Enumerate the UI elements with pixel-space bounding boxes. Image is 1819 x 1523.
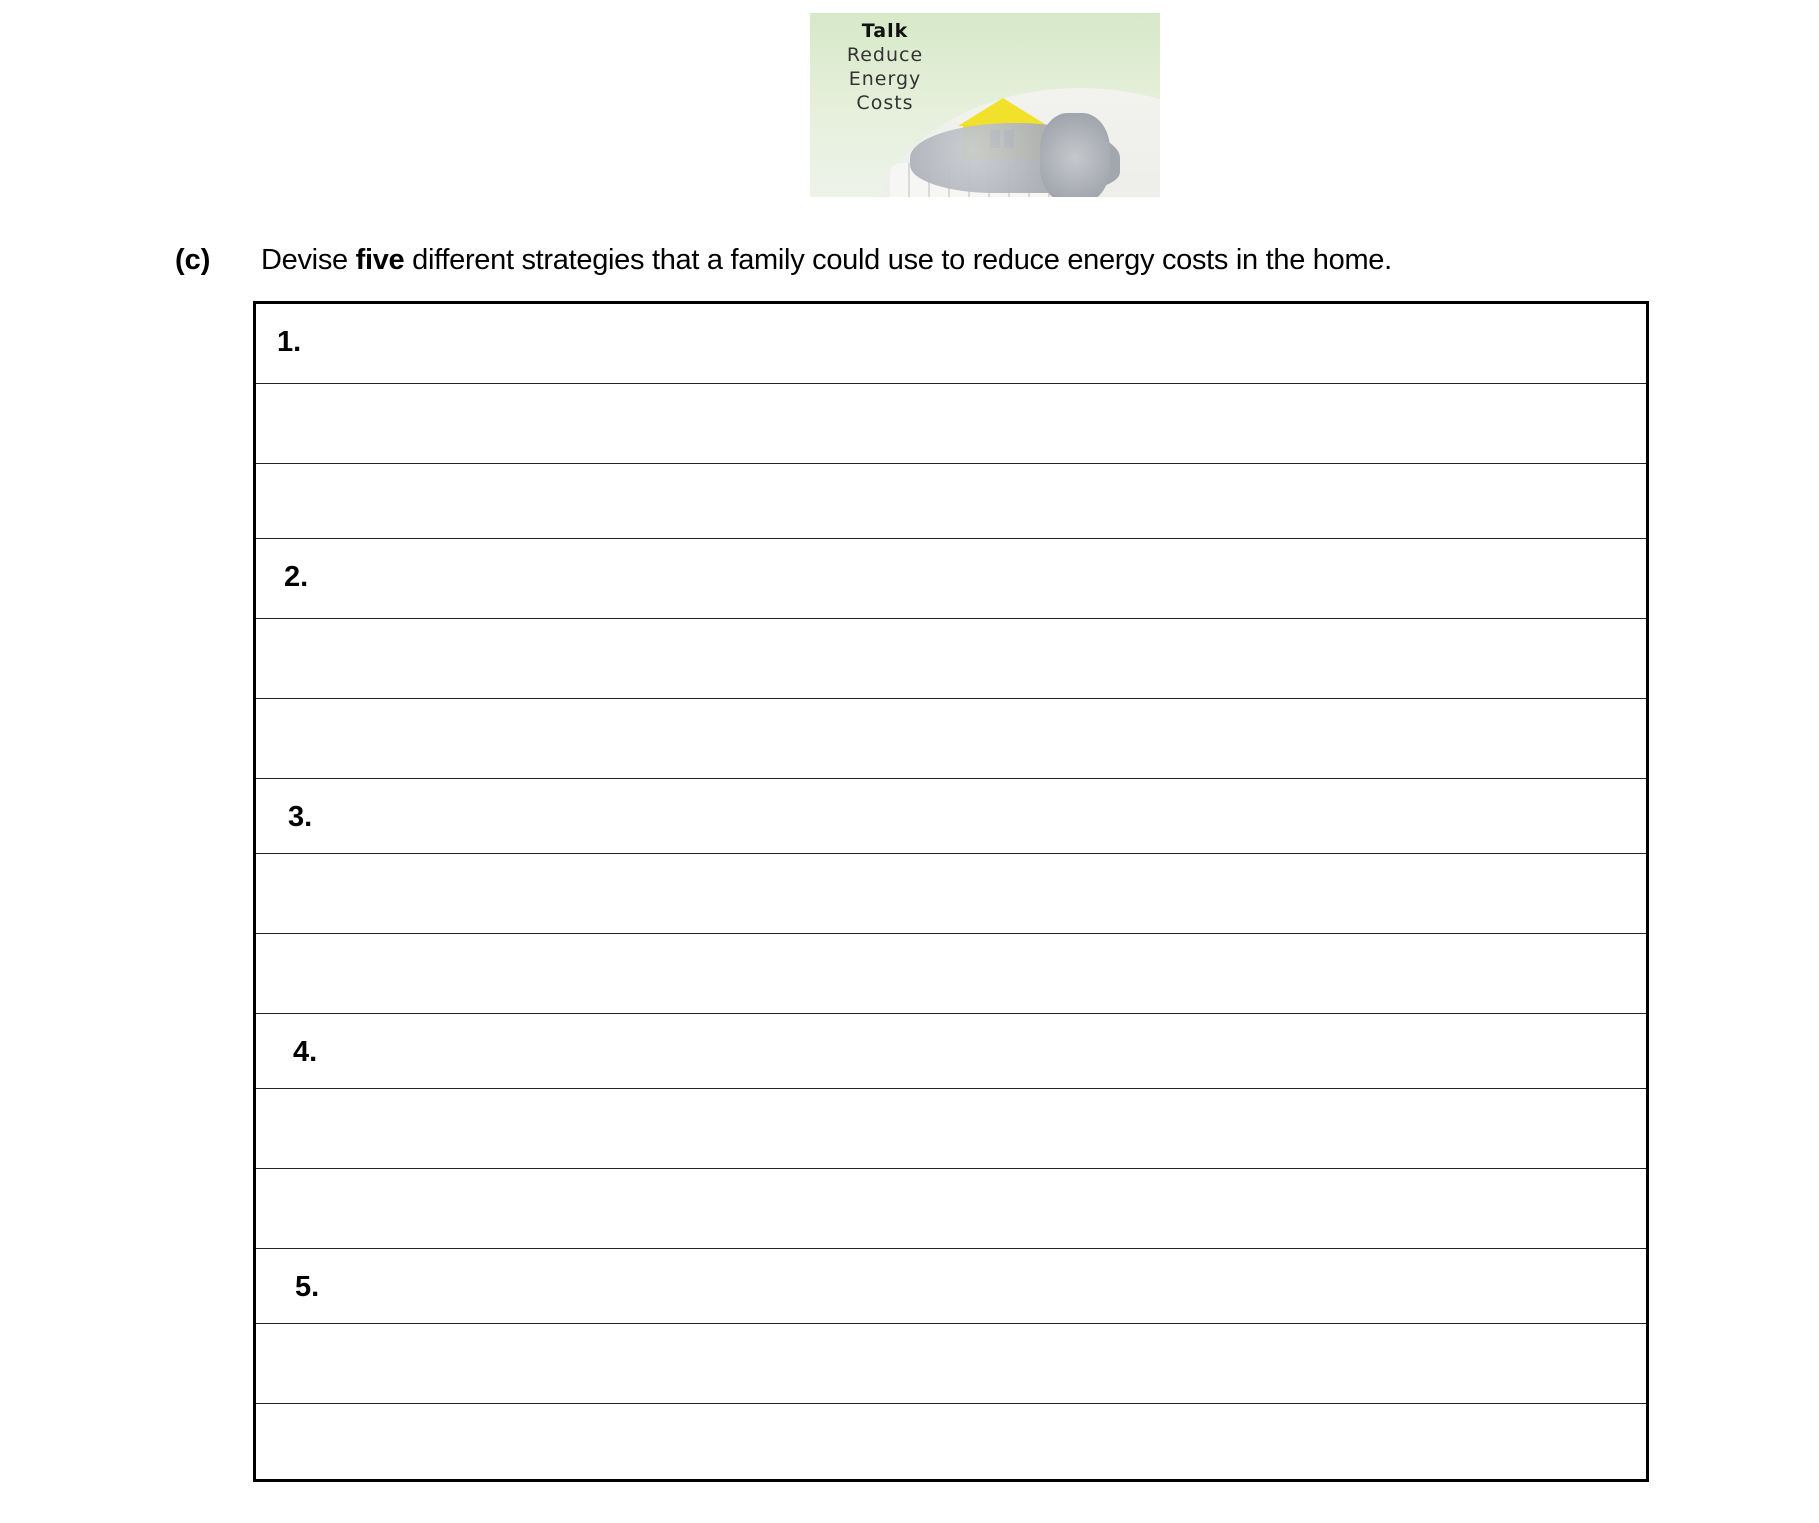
question-label: (c) bbox=[175, 244, 211, 276]
answer-number: 5. bbox=[295, 1271, 320, 1303]
answer-number: 1. bbox=[277, 326, 302, 358]
answer-number: 4. bbox=[293, 1036, 318, 1068]
answer-line[interactable] bbox=[256, 1169, 1646, 1249]
answer-line[interactable] bbox=[256, 619, 1646, 699]
answer-line[interactable] bbox=[256, 304, 1646, 384]
answer-line[interactable] bbox=[256, 934, 1646, 1014]
answer-table bbox=[253, 301, 1649, 1482]
question-text bbox=[261, 244, 1392, 277]
question-text-emphasis: five bbox=[355, 244, 405, 276]
answer-line[interactable] bbox=[256, 854, 1646, 934]
answer-line[interactable] bbox=[256, 1249, 1646, 1324]
question-text-end: different strategies that a family could use to reduce energy costs in the home. bbox=[404, 244, 1392, 276]
banner-line: Reduce bbox=[846, 44, 924, 66]
banner-line: Costs bbox=[856, 92, 914, 114]
answer-line[interactable] bbox=[256, 539, 1646, 619]
banner-image bbox=[810, 13, 1160, 197]
answer-line[interactable] bbox=[256, 384, 1646, 464]
answer-number: 3. bbox=[288, 801, 313, 833]
answer-line[interactable] bbox=[256, 1324, 1646, 1404]
answer-number: 2. bbox=[284, 561, 309, 593]
question-text-start: Devise bbox=[261, 244, 356, 276]
answer-line[interactable] bbox=[256, 1089, 1646, 1169]
answer-line[interactable] bbox=[256, 1404, 1646, 1479]
answer-line[interactable] bbox=[256, 464, 1646, 539]
banner-caption bbox=[810, 19, 960, 115]
answer-line[interactable] bbox=[256, 699, 1646, 779]
scarf-end-illustration bbox=[1040, 113, 1110, 197]
banner-line: Energy bbox=[848, 68, 922, 90]
answer-line[interactable] bbox=[256, 1014, 1646, 1089]
answer-line[interactable] bbox=[256, 779, 1646, 854]
banner-line: Talk bbox=[861, 20, 909, 42]
